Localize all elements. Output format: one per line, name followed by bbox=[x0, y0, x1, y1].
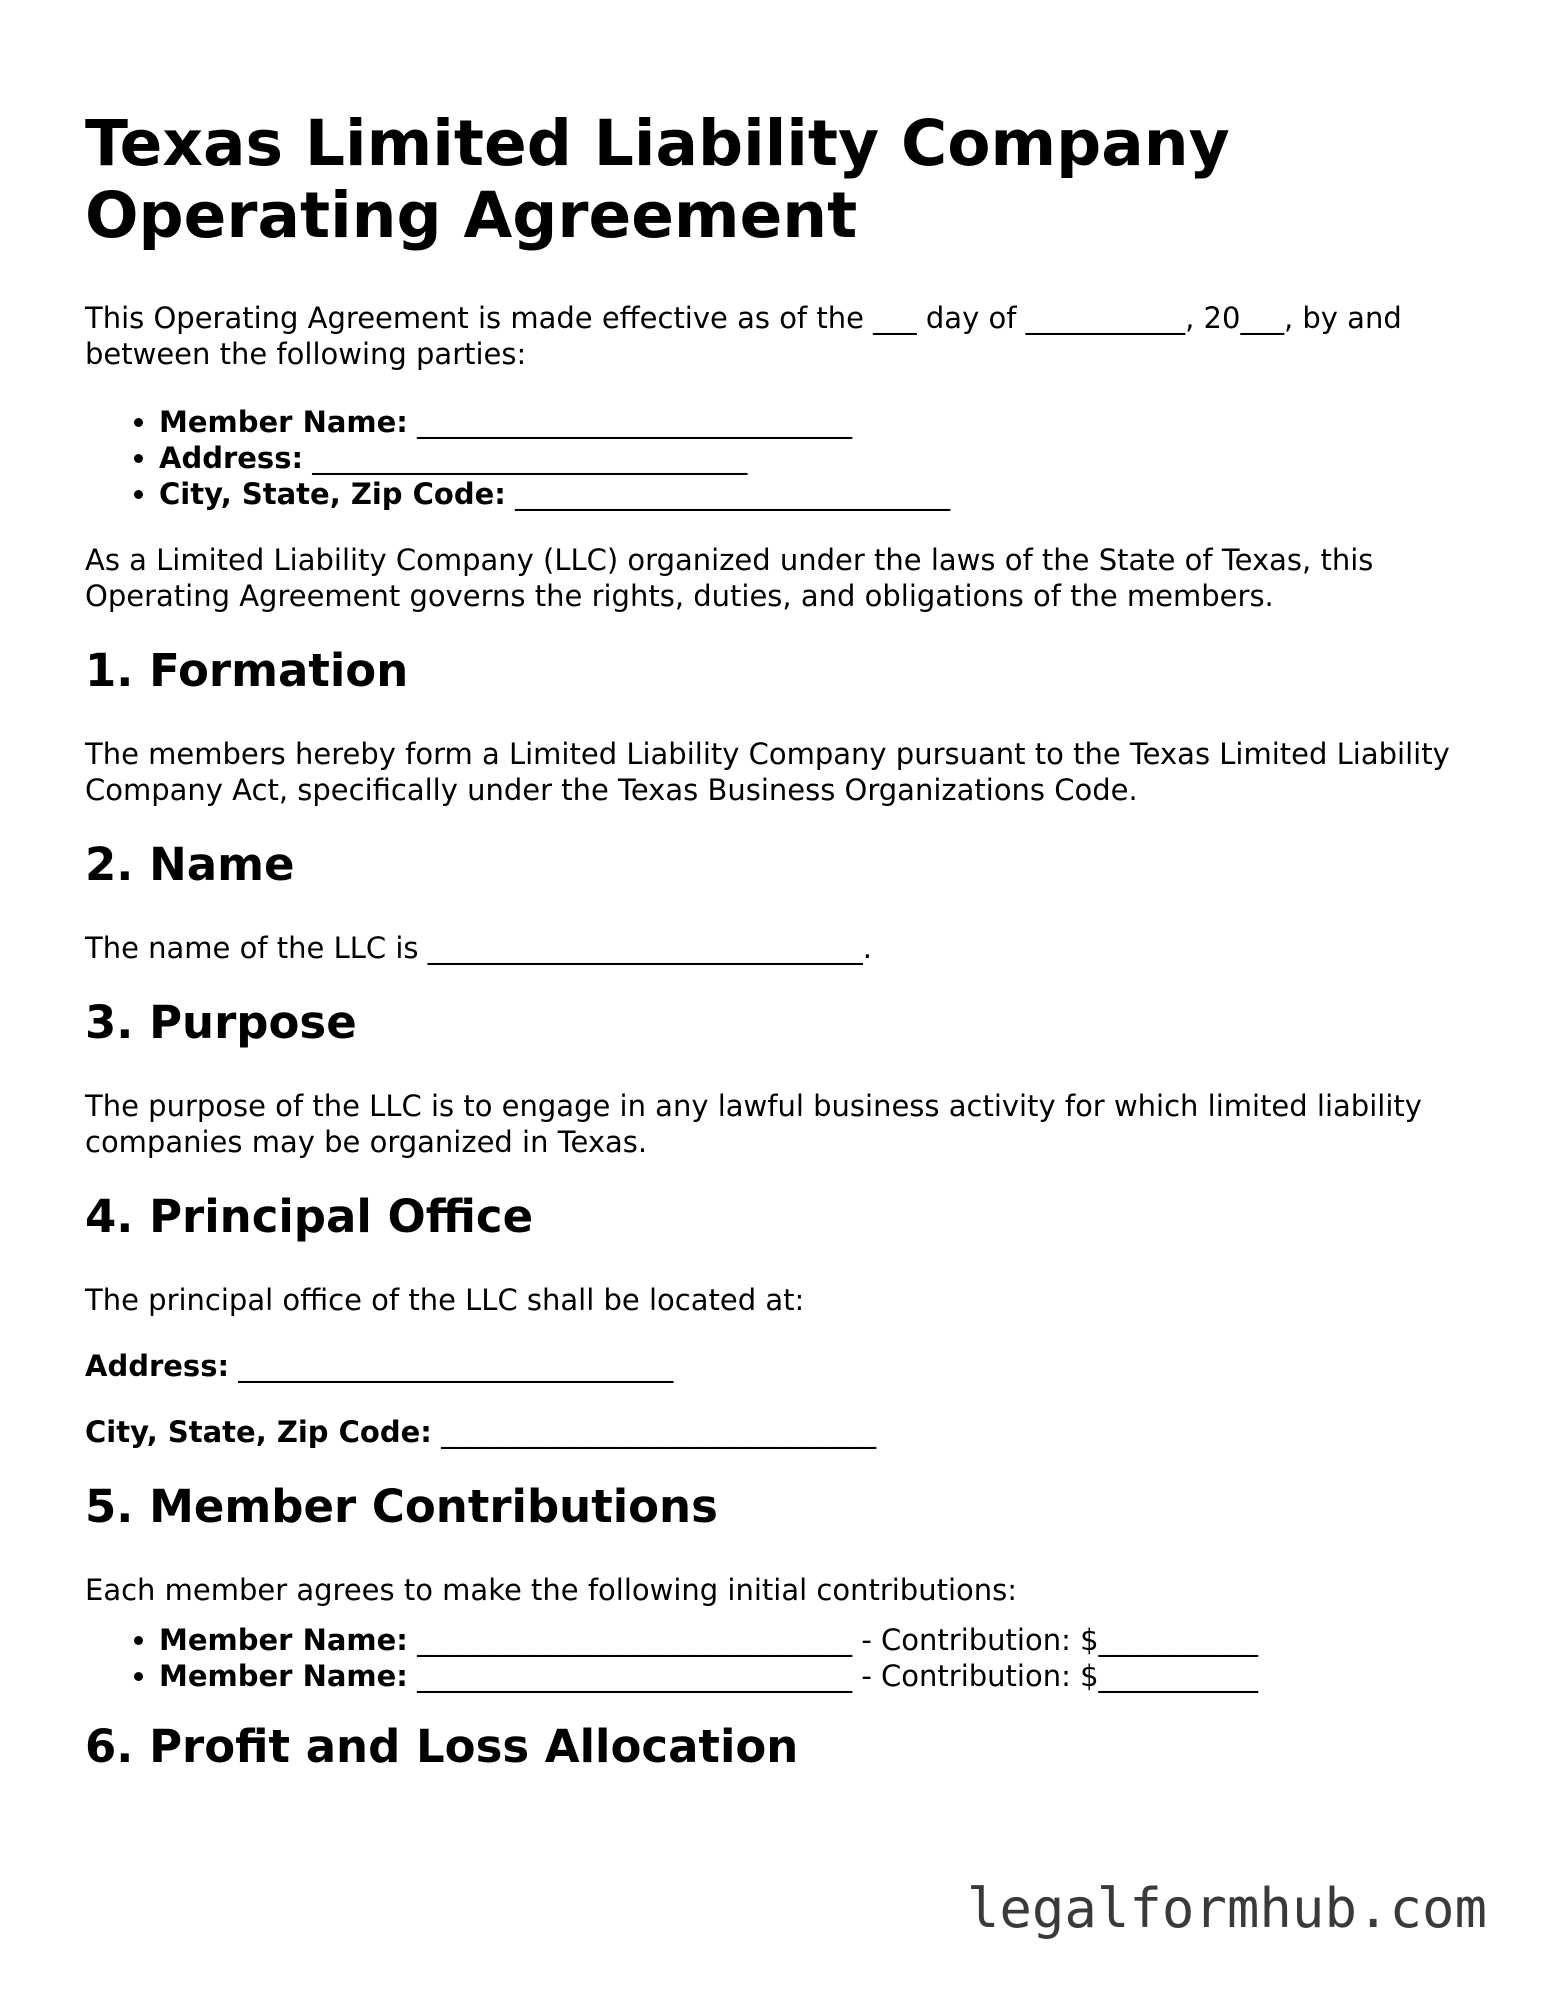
section-heading-formation: 1. Formation bbox=[85, 644, 409, 697]
contribution-member-label: Member Name: bbox=[159, 1659, 408, 1693]
section-heading-purpose: 3. Purpose bbox=[85, 996, 357, 1049]
section-body-contributions: Each member agrees to make the following initial contributions: bbox=[85, 1573, 1018, 1607]
list-item bbox=[159, 1658, 1465, 1694]
governs-paragraph: As a Limited Liability Company (LLC) organized under the laws of the State of Texas, this Operating Agreement governs the rights, duties, and obligations of the members. bbox=[85, 543, 1374, 613]
party-blank: ______________________________ bbox=[312, 441, 748, 475]
document bbox=[85, 108, 1465, 1812]
section-body-formation: The members hereby form a Limited Liability Company pursuant to the Texas Limited Liability Company Act, specifically under the Texas Business Organizations Code. bbox=[85, 737, 1450, 807]
section-body-office: The principal office of the LLC shall be located at: bbox=[85, 1283, 805, 1317]
office-city-blank: ______________________________ bbox=[441, 1415, 877, 1449]
document-title: Texas Limited Liability Company Operating Agreement bbox=[85, 107, 1230, 252]
office-address-blank: ______________________________ bbox=[238, 1349, 674, 1383]
party-blank: ______________________________ bbox=[417, 405, 853, 439]
contribution-member-blank: ______________________________ bbox=[417, 1623, 853, 1657]
contributions-list bbox=[85, 1622, 1465, 1694]
contribution-amount: - Contribution: $___________ bbox=[861, 1659, 1259, 1693]
contribution-member-blank: ______________________________ bbox=[417, 1659, 853, 1693]
intro-paragraph: This Operating Agreement is made effective as of the ___ day of ___________, 20___, by and between the following parties: bbox=[85, 301, 1402, 371]
office-city-line bbox=[85, 1414, 1465, 1450]
section-heading-name: 2. Name bbox=[85, 838, 295, 891]
party-label: Address: bbox=[159, 441, 304, 475]
list-item bbox=[159, 1622, 1465, 1658]
office-address-label: Address: bbox=[85, 1349, 230, 1383]
section-heading-office: 4. Principal Office bbox=[85, 1190, 534, 1243]
list-item bbox=[159, 476, 1465, 512]
list-item bbox=[159, 440, 1465, 476]
section-heading-contributions: 5. Member Contributions bbox=[85, 1480, 718, 1533]
party-label: City, State, Zip Code: bbox=[159, 477, 506, 511]
office-address-line bbox=[85, 1348, 1465, 1384]
party-blank: ______________________________ bbox=[515, 477, 951, 511]
section-body-purpose: The purpose of the LLC is to engage in any lawful business activity for which limited liability companies may be organized in Texas. bbox=[85, 1089, 1422, 1159]
list-item bbox=[159, 404, 1465, 440]
contribution-amount: - Contribution: $___________ bbox=[861, 1623, 1259, 1657]
section-heading-profit: 6. Profit and Loss Allocation bbox=[85, 1720, 799, 1773]
party-label: Member Name: bbox=[159, 405, 408, 439]
contribution-member-label: Member Name: bbox=[159, 1623, 408, 1657]
office-city-label: City, State, Zip Code: bbox=[85, 1415, 432, 1449]
watermark-text: legalformhub.com bbox=[966, 1877, 1487, 1940]
section-body-name: The name of the LLC is ______________________________. bbox=[85, 931, 872, 965]
parties-list bbox=[85, 404, 1465, 512]
